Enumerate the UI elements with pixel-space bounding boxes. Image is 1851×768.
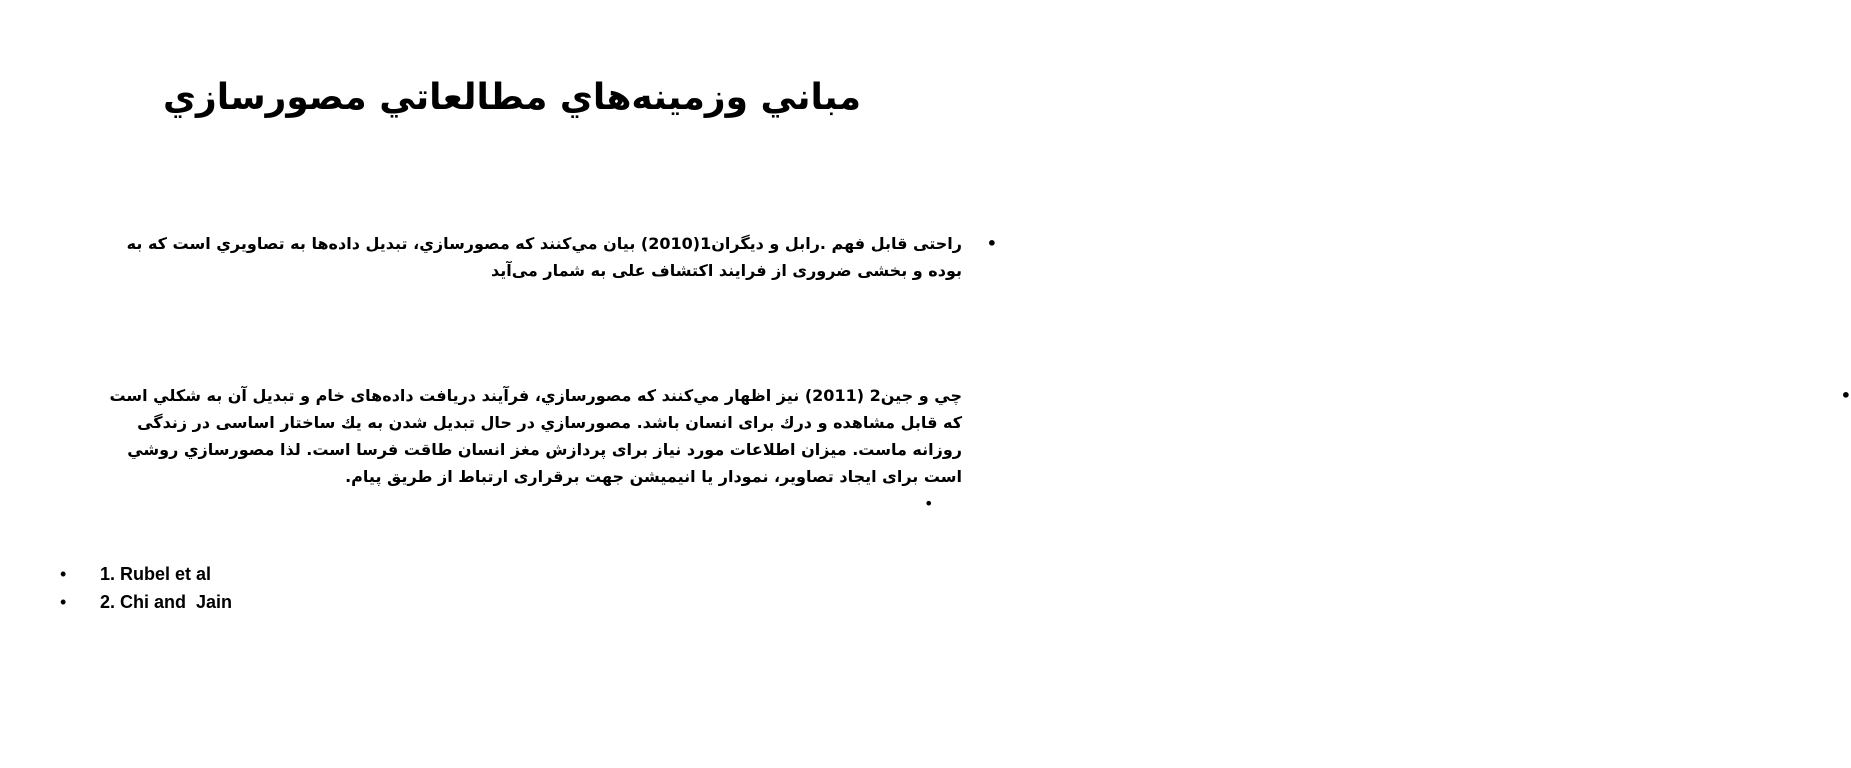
bullet-paragraph-2	[94, 382, 1851, 490]
references-list	[60, 560, 232, 616]
reference-item	[60, 560, 232, 588]
bullet-paragraph-1	[122, 230, 997, 284]
reference-text: 1. Rubel et al	[100, 564, 212, 584]
bullet-marker: •	[60, 564, 67, 584]
empty-bullet-marker: •	[924, 494, 934, 513]
bullet-marker: •	[60, 592, 67, 612]
paragraph-text: راحتی قابل فهم .رابل و دیگران1(2010) بيان مي‌كنند كه مصورسازي، تبديل داده‌ها به تصاويري است كه به بوده و بخشی ضروری از فرایند اکتشاف علی به شمار می‌آید	[126, 234, 962, 280]
bullet-marker: •	[986, 234, 997, 253]
bullet-marker: •	[1840, 386, 1851, 405]
reference-text: 2. Chi and Jain	[100, 592, 233, 612]
paragraph-text: چي و جين2 (2011) نیز اظهار مي‌كنند كه مصورسازي، فرآيند دريافت داده‌های خام و تبديل آن به شكلي است كه قابل مشاهده و درك براى انسان باشد. مصورسازي در حال تبديل شدن به يك ساختار اساسی در زندگی روزانه ماست. ميزان اطلاعات مورد نیاز برای پردازش مغز انسان طاقت فرسا است. لذا مصورسازي روشي است برای ایجاد تصاویر، نمودار یا انیمیشن جهت برقراری ارتباط از طریق پیام.	[109, 386, 962, 486]
reference-item	[60, 588, 232, 616]
slide-title: مباني وزمينه‌هاي مطالعاتي مصورسازي	[163, 77, 861, 118]
